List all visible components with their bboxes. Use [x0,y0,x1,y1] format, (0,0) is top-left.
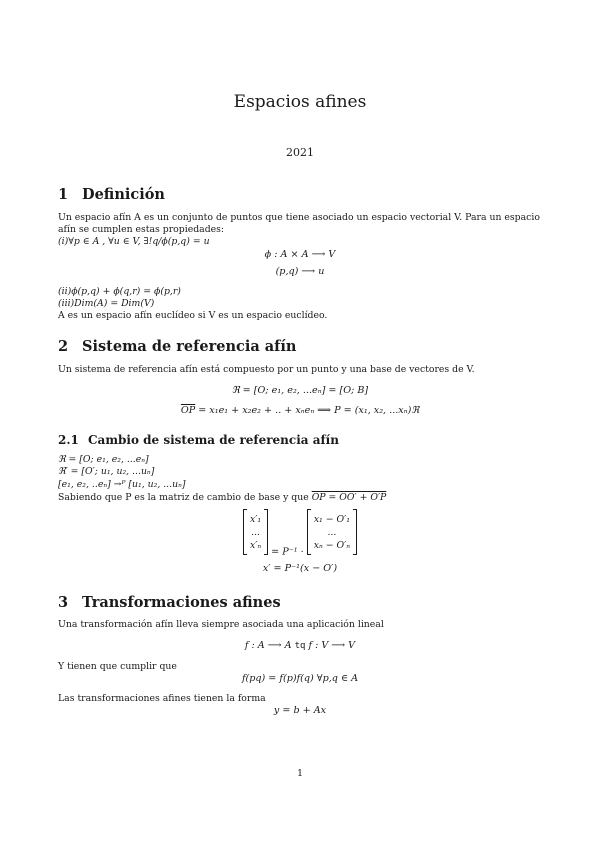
paragraph-change-matrix-text: Sabiendo que P es la matriz de cambio de base y que [58,492,312,503]
subsection-heading-cambio [58,433,339,447]
section-heading-definicion [58,186,165,203]
matrix-entry: ... [327,526,337,538]
paragraph-intro-definicion: Un espacio afín A es un conjunto de puntos que tiene asociado un espacio vectorial V. Para un espacio afín se cumplen estas propiedades: [58,212,540,235]
equation-affine-form: y = b + Ax [273,705,327,716]
equation-change-result: x′ = P⁻¹(x − O′) [262,563,338,574]
paragraph-intro-sistema: Un sistema de referencia afín está compuesto por un punto y una base de vectores de V. [58,364,475,375]
section-number: 3 [58,594,69,611]
frame-r-prime: ℜ′ = [O′; u₁, u₂, ...uₙ] [58,466,155,477]
page-number: 1 [296,768,304,779]
property-i: (i)∀p ∈ A , ∀u ∈ V, ∃!q/ϕ(p,q) = u [58,236,210,247]
matrix-right [307,509,357,555]
section-heading-transformaciones [58,594,281,611]
section-heading-sistema-referencia [58,338,296,355]
document-title: Espacios afines [233,92,367,112]
equation-coordinates [0,405,600,417]
bracket-right [353,509,357,555]
paragraph-change-matrix [58,492,542,504]
equation-phi-pair: (p,q) ⟶ u [275,266,325,277]
paragraph-form: Las transformaciones afines tienen la forma [58,693,266,704]
basis-change: [e₁, e₂, ..eₙ] →ᴾ [u₁, u₂, ...uₙ] [58,479,186,490]
equation-phi-map: ϕ : A × A ⟶ V [264,249,336,260]
such-that-label: tq [294,641,306,651]
equation-coordinates-rhs: = x₁e₁ + x₂e₂ + .. + xₙeₙ ⟹ P = (x₁, x₂, ...xₙ)ℜ [195,405,420,416]
matrix-entry: x₁ − O′₁ [313,513,350,525]
matrix-operator: = P⁻¹ · [271,546,307,558]
property-ii: (ii)ϕ(p,q) + ϕ(q,r) = ϕ(p,r) [58,286,181,297]
matrix-left [243,509,268,555]
column-vector-difference [311,513,353,552]
equation-affine-map-a: f : A ⟶ A [244,640,295,651]
bracket-right [264,509,268,555]
property-iii: (iii)Dim(A) = Dim(V) [58,298,155,309]
matrix-entry: x′₁ [250,513,262,525]
frame-r: ℜ = [O; e₁, e₂, ...eₙ] [58,454,149,465]
paragraph-intro-transformaciones: Una transformación afín lleva siempre asociada una aplicación lineal [58,619,384,630]
section-title: Transformaciones afines [82,594,281,611]
vector-equation: OP = OO′ + O′P [311,492,387,503]
equation-affine-map-b: f : V ⟶ V [305,640,356,651]
matrix-entry: x′ₙ [249,539,262,551]
paragraph-euclidean: A es un espacio afín euclídeo si V es un espacio euclídeo. [58,310,328,321]
paragraph-condition: Y tienen que cumplir que [58,661,177,672]
section-number: 1 [58,186,69,203]
matrix-equation [0,509,600,559]
document-date: 2021 [286,146,314,159]
subsection-number: 2.1 [58,433,79,447]
section-title: Definición [82,186,165,203]
column-vector-xprime [247,513,264,552]
vector-op: $\overline{OP}$ [180,405,196,416]
equation-condition: f(pq) = f(p)f(q) ∀p,q ∈ A [241,673,359,684]
section-title: Sistema de referencia afín [82,338,297,355]
section-number: 2 [58,338,69,355]
equation-reference-frame: ℜ = [O; e₁, e₂, ...eₙ] = [O; B] [231,385,369,396]
subsection-title: Cambio de sistema de referencia afín [88,433,339,447]
equation-affine-map [0,640,600,652]
matrix-entry: xₙ − O′ₙ [313,539,350,551]
matrix-entry: ... [251,526,260,538]
